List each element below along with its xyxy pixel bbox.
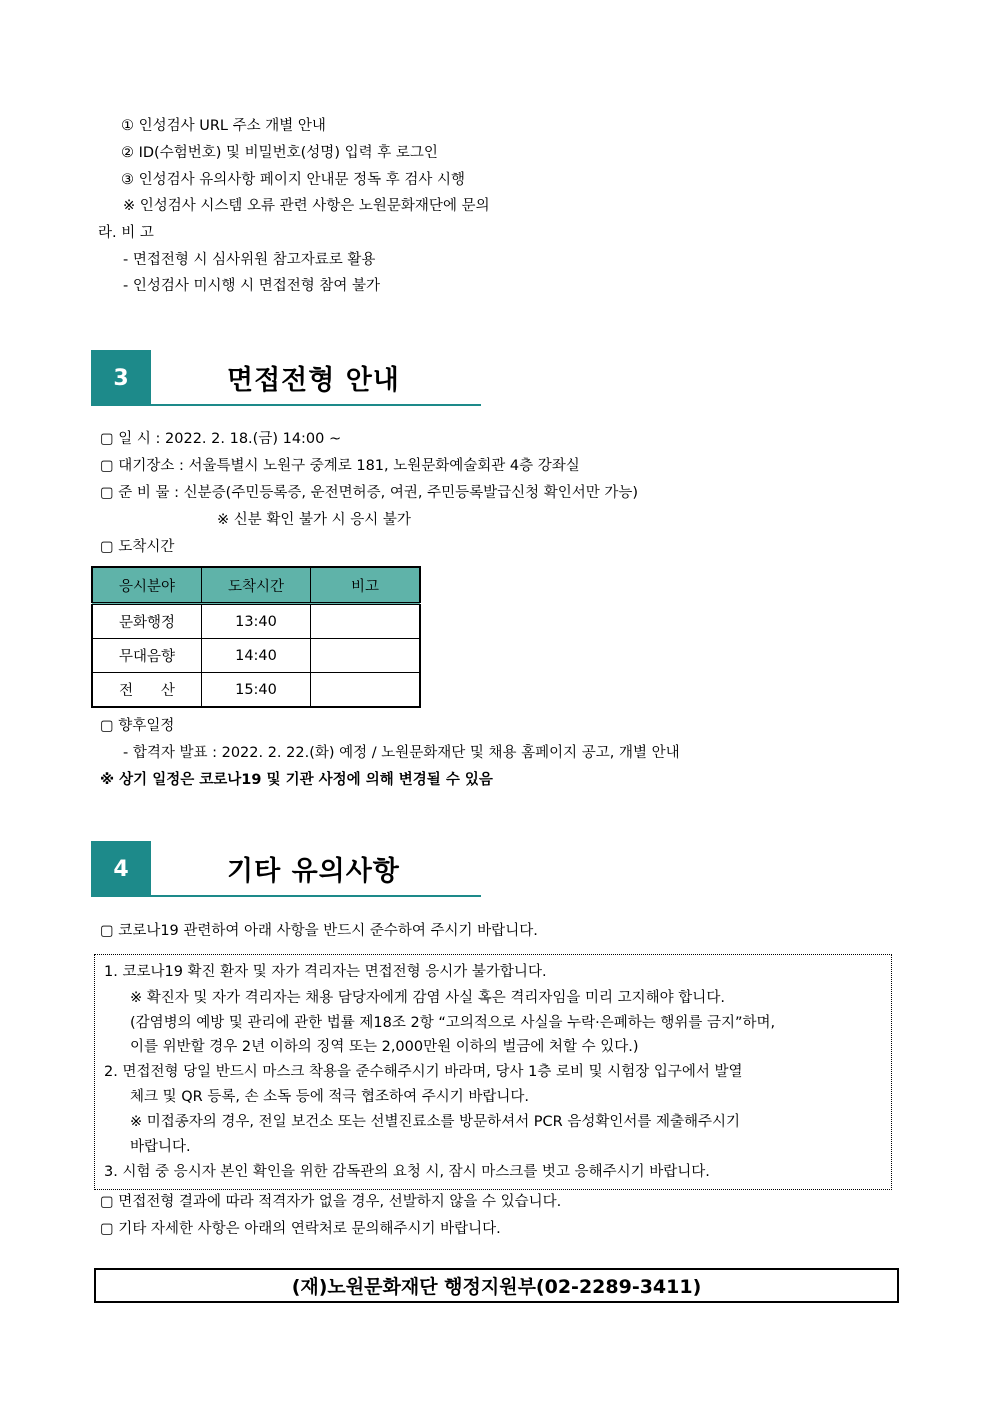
notice-item-1: 1. 코로나19 확진 환자 및 자가 격리자는 면접전형 응시가 불가합니다.	[104, 964, 547, 980]
contact-note: ▢ 기타 자세한 사항은 아래의 연락처로 문의해주시기 바랍니다.	[100, 1221, 501, 1237]
section-4-rule	[91, 895, 481, 897]
header-note: 비고	[311, 567, 421, 604]
time-cell: 15:40	[202, 673, 311, 708]
section-4-number: 4	[91, 841, 151, 897]
items-to-bring: ▢ 준 비 물 : 신분증(주민등록증, 운전면허증, 여권, 주민등록발급신청 확인서만 가능)	[100, 485, 639, 501]
selection-note: ▢ 면접전형 결과에 따라 적격자가 없을 경우, 선발하지 않을 수 있습니다.	[100, 1194, 562, 1210]
notice-item-2-note: ※ 미접종자의 경우, 전일 보건소 또는 선별진료소를 방문하셔서 PCR 음성확인서를 제출해주시기	[130, 1114, 741, 1130]
note-cell	[311, 604, 421, 639]
notice-item-2: 2. 면접전형 당일 반드시 마스크 착용을 준수해주시기 바라며, 당사 1층 로비 및 시험장 입구에서 발열	[104, 1064, 743, 1080]
notice-item-1-note: ※ 확진자 및 자가 격리자는 채용 담당자에게 감염 사실 혹은 격리자임을 미리 고지해야 합니다.	[130, 990, 725, 1006]
header-field: 응시분야	[92, 567, 202, 604]
note-cell	[311, 639, 421, 673]
result-announcement: - 합격자 발표 : 2022. 2. 22.(화) 예정 / 노원문화재단 및 채용 홈페이지 공고, 개별 안내	[123, 745, 680, 761]
table-row	[92, 639, 420, 673]
section-3-rule	[91, 404, 481, 406]
covid-intro: ▢ 코로나19 관련하여 아래 사항을 반드시 준수하여 주시기 바랍니다.	[100, 923, 538, 939]
step-3: ③ 인성검사 유의사항 페이지 안내문 정독 후 검사 시행	[121, 172, 466, 188]
table-row	[92, 673, 420, 708]
schedule-change-note: ※ 상기 일정은 코로나19 및 기관 사정에 의해 변경될 수 있음	[100, 772, 493, 788]
notice-item-3: 3. 시험 중 응시자 본인 확인을 위한 감독관의 요청 시, 잠시 마스크를 벗고 응해주시기 바랍니다.	[104, 1164, 710, 1180]
remarks-heading: 라. 비 고	[98, 225, 154, 241]
header-arrival: 도착시간	[202, 567, 311, 604]
notice-item-2-note-cont: 바랍니다.	[130, 1139, 191, 1155]
section-3-title: 면접전형 안내	[227, 365, 400, 396]
field-cell: 전 산	[92, 673, 202, 708]
table-header-row	[92, 567, 420, 604]
time-cell: 14:40	[202, 639, 311, 673]
interview-date: ▢ 일 시 : 2022. 2. 18.(금) 14:00 ~	[100, 431, 342, 447]
section-3-number: 3	[91, 350, 151, 406]
system-error-note: ※ 인성검사 시스템 오류 관련 사항은 노원문화재단에 문의	[123, 198, 490, 214]
notice-item-2-cont: 체크 및 QR 등록, 손 소독 등에 적극 협조하여 주시기 바랍니다.	[130, 1089, 529, 1105]
notice-item-1-penalty: 이를 위반할 경우 2년 이하의 징역 또는 2,000만원 이하의 벌금에 처할 수 있다.)	[130, 1039, 639, 1055]
future-schedule-heading: ▢ 향후일정	[100, 718, 175, 734]
step-1: ① 인성검사 URL 주소 개별 안내	[121, 118, 326, 134]
notice-item-1-law: (감염병의 예방 및 관리에 관한 법률 제18조 2항 “고의적으로 사실을 누락·은폐하는 행위를 금지”하며,	[130, 1015, 776, 1031]
remark-1: - 면접전형 시 심사위원 참고자료로 활용	[123, 252, 376, 268]
contact-box	[94, 1268, 899, 1303]
arrival-time-table	[91, 566, 421, 708]
field-cell: 무대음향	[92, 639, 202, 673]
waiting-place: ▢ 대기장소 : 서울특별시 노원구 중계로 181, 노원문화예술회관 4층 강좌실	[100, 458, 580, 474]
contact-text: (재)노원문화재단 행정지원부(02-2289-3411)	[291, 1276, 702, 1298]
time-cell: 13:40	[202, 604, 311, 639]
id-note: ※ 신분 확인 불가 시 응시 불가	[217, 512, 411, 528]
table-row	[92, 604, 420, 639]
step-2: ② ID(수험번호) 및 비밀번호(성명) 입력 후 로그인	[121, 145, 438, 161]
section-4-title: 기타 유의사항	[227, 856, 400, 887]
arrival-heading: ▢ 도착시간	[100, 539, 175, 555]
note-cell	[311, 673, 421, 708]
field-cell: 문화행정	[92, 604, 202, 639]
remark-2: - 인성검사 미시행 시 면접전형 참여 불가	[123, 278, 380, 294]
